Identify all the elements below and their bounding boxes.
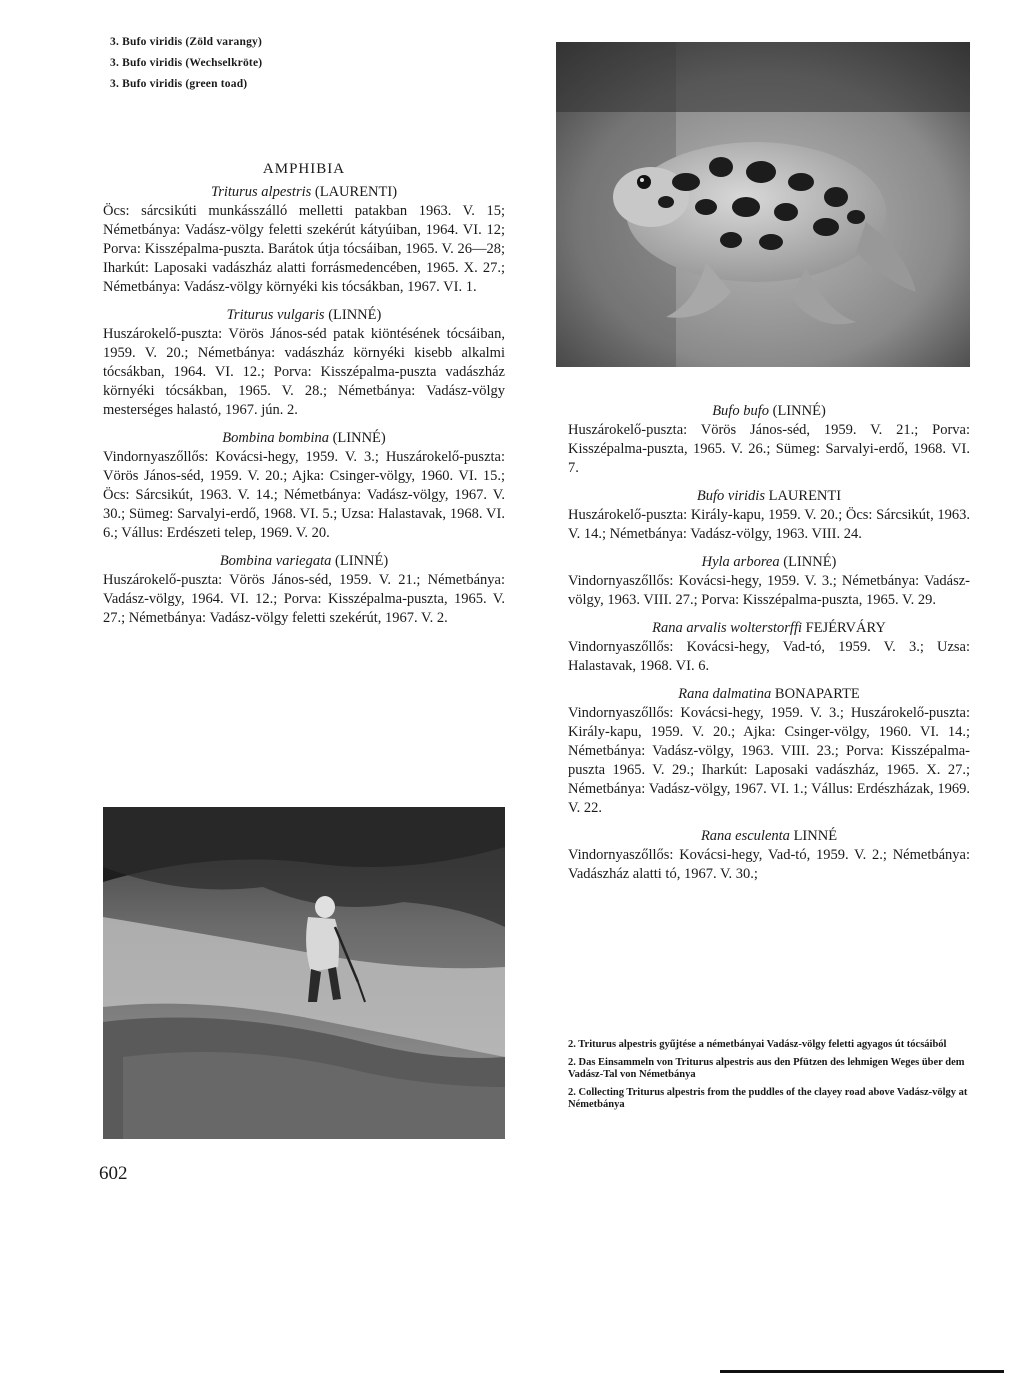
species-author: LINNÉ	[789, 828, 838, 844]
toad-photo	[556, 42, 970, 367]
species-name: Hyla arborea	[701, 554, 780, 570]
species-records: Vindornyaszőllős: Kovácsi-hegy, 1959. V. 3.; Németbánya: Vadász-völgy, 1963. VIII. 27.; Porva: Kisszépalma-puszta, 1965. V. 29.	[568, 573, 970, 608]
species-heading	[103, 552, 505, 571]
species-name: Bombina variegata	[219, 553, 332, 569]
species-name: Triturus vulgaris	[226, 307, 325, 323]
species-heading	[568, 402, 970, 421]
species-author: (LAURENTI)	[311, 184, 398, 200]
species-name: Rana arvalis wolterstorffi	[652, 620, 802, 636]
figure-captions	[568, 1039, 970, 1117]
species-records: Vindornyaszőllős: Kovácsi-hegy, Vad-tó, 1959. V. 2.; Németbánya: Vadászház alatti tó, 1967. V. 30.;	[568, 847, 970, 882]
caption-de: 3. Bufo viridis (Wechselkröte)	[110, 57, 263, 69]
species-heading	[568, 827, 970, 846]
species-entry	[103, 183, 505, 297]
species-author: (LINNÉ)	[769, 403, 826, 419]
species-heading	[103, 306, 505, 325]
species-records: Vindornyaszőllős: Kovácsi-hegy, Vad-tó, 1959. V. 3.; Uzsa: Halastavak, 1968. VI. 6.	[568, 639, 970, 674]
caption-de: 2. Das Einsammeln von Triturus alpestris aus den Pfützen des lehmigen Weges über dem Vadász-Tal von Németbánya	[568, 1057, 965, 1080]
toad-image	[556, 42, 970, 367]
species-author: (LINNÉ)	[779, 554, 837, 570]
top-captions	[110, 34, 440, 93]
species-author: FEJÉRVÁRY	[802, 620, 886, 636]
species-entry	[568, 685, 970, 818]
species-entry	[568, 827, 970, 884]
species-author: BONAPARTE	[771, 686, 860, 702]
species-entry	[103, 552, 505, 628]
species-heading	[568, 487, 970, 506]
species-heading	[568, 553, 970, 572]
species-records: Huszárokelő-puszta: Vörös János-séd, 1959. V. 21.; Porva: Kisszépalma-puszta, 1965. V. 26.; Sümeg: Sarvalyi-erdő, 1968. VI. 7.	[568, 422, 970, 476]
species-heading	[103, 183, 505, 202]
species-name: Triturus alpestris	[210, 184, 312, 200]
species-entry	[568, 553, 970, 610]
species-records: Öcs: sárcsikúti munkásszálló melletti patakban 1963. V. 15; Németbánya: Vadász-völgy feletti szekérút kátyúiban, 1964. VI. 12; Porva: Kisszépalma-puszta. Barátok útja tócsáiban, 1965. V. 26—28; Iharkút: Laposaki vadászház alatti forrásmedencében, 1965. X. 27.; Németbánya: Vadász-völgy környéki kis tócsákban, 1967. VI. 1.	[103, 203, 505, 295]
species-entry	[568, 402, 970, 478]
species-entry	[568, 487, 970, 544]
species-heading	[103, 429, 505, 448]
bottom-rule	[720, 1370, 1004, 1373]
caption-en: 2. Collecting Triturus alpestris from the puddles of the clayey road above Vadász-völgy at Németbánya	[568, 1087, 968, 1110]
page-number: 602	[99, 1163, 128, 1184]
species-author: (LINNÉ)	[324, 307, 382, 323]
species-name: Rana dalmatina	[678, 686, 772, 702]
species-heading	[568, 685, 970, 704]
caption-en: 3. Bufo viridis (green toad)	[110, 78, 248, 90]
species-author: LAURENTI	[764, 488, 842, 504]
right-column	[568, 402, 970, 893]
species-records: Huszárokelő-puszta: Király-kapu, 1959. V. 20.; Öcs: Sárcsikút, 1963. V. 14.; Németbánya: Vadász-völgy, 1963. VIII. 24.	[568, 507, 970, 542]
species-name: Bufo viridis	[696, 488, 765, 504]
species-name: Rana esculenta	[700, 828, 790, 844]
field-photo	[103, 807, 505, 1139]
species-records: Vindornyaszőllős: Kovácsi-hegy, 1959. V. 3.; Huszárokelő-puszta: Vörös János-séd, 1959. V. 20.; Ajka: Csinger-völgy, 1960. VI. 15.; Öcs: Sárcsikút, 1963. V. 14.; Németbánya: Vadász-völgy, 1967. V. 30.; Sümeg: Sarvalyi-erdő, 1968. VI. 5.; Uzsa: Halastavak, 1968. VI. 6.; Vállus: Erdészeti telep, 1969. V. 20.	[103, 449, 505, 541]
species-name: Bombina bombina	[222, 430, 329, 446]
species-heading	[568, 619, 970, 638]
caption-hu: 2. Triturus alpestris gyűjtése a németbányai Vadász-völgy feletti agyagos út tócsáiból	[568, 1039, 947, 1050]
species-author: (LINNÉ)	[328, 430, 386, 446]
section-title: AMPHIBIA	[262, 161, 346, 177]
species-entry	[103, 429, 505, 543]
species-records: Vindornyaszőllős: Kovácsi-hegy, 1959. V. 3.; Huszárokelő-puszta: Király-kapu, 1959. V. 20.; Ajka: Csinger-völgy, 1960. VI. 14.; Németbánya: Vadász-völgy, 1963. VIII. 23.; Porva: Kisszépalma-puszta 1965. V. 29.; Iharkút: Laposaki vadászház, 1965. X. 27.; Németbánya: Vadász-völgy, 1967. VI. 1.; Vállus: Erdészházak, 1969. V. 22.	[568, 705, 970, 816]
collecting-image	[103, 807, 505, 1139]
species-author: (LINNÉ)	[331, 553, 389, 569]
species-entry	[568, 619, 970, 676]
left-column	[103, 160, 505, 637]
species-name: Bufo bufo	[712, 403, 769, 419]
species-entry	[103, 306, 505, 420]
species-records: Huszárokelő-puszta: Vörös János-séd, 1959. V. 21.; Németbánya: Vadász-völgy, 1964. VI. 12.; Porva: Kisszépalma-puszta, 1965. V. 27.; Németbánya: Vadász-völgy feletti szekérút, 1967. V. 2.	[103, 572, 505, 626]
caption-hu: 3. Bufo viridis (Zöld varangy)	[110, 36, 263, 48]
species-records: Huszárokelő-puszta: Vörös János-séd patak kiöntésének tócsáiban, 1959. V. 20.; Németbánya: vadászház környéki kisebb alkalmi tócsákban, 1964. VI. 12.; Porva: Kisszépalma-puszta vadászház környéki tócsákban, 1965. V. 28.; Németbánya: Vadász-völgy mesterséges halastó, 1967. jún. 2.	[103, 326, 505, 418]
